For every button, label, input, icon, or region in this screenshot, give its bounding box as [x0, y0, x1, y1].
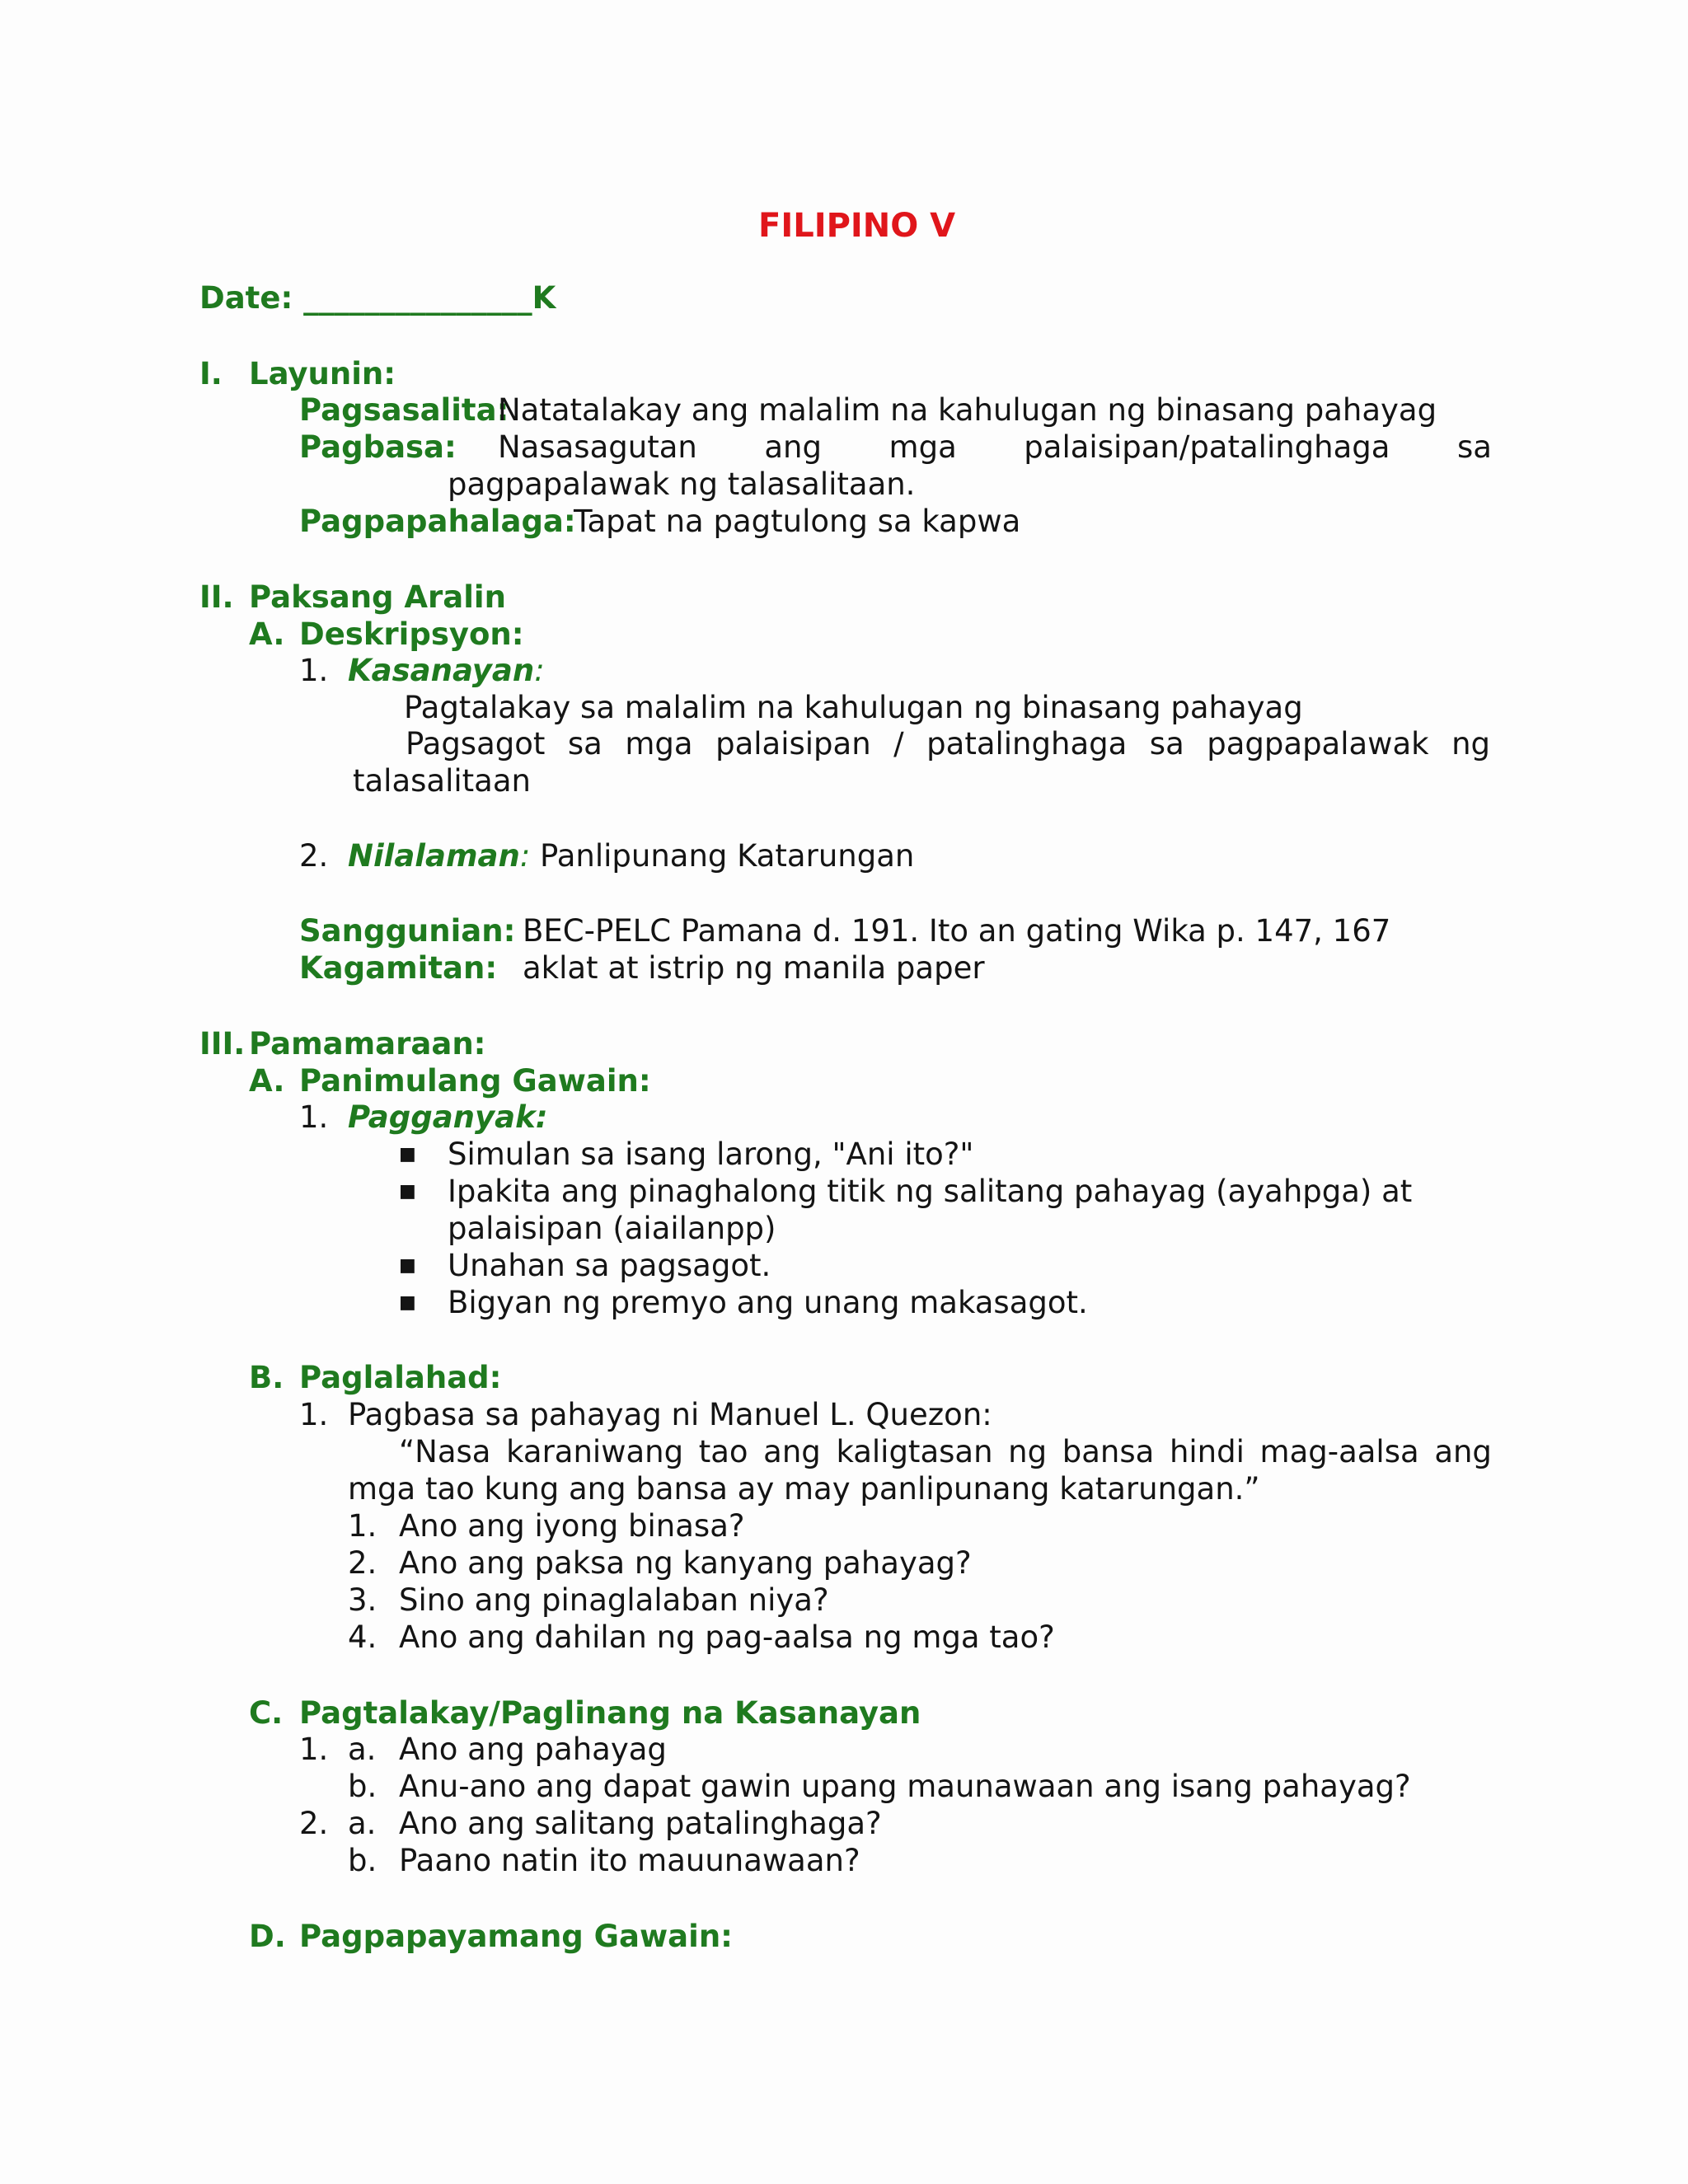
kasanayan-word: Pagsagot [406, 726, 546, 762]
bullet-icon: ■ [399, 1144, 416, 1165]
quote-line-2: mga tao kung ang bansa ay may panlipunang katarungan.” [348, 1471, 1260, 1507]
question-number: 4. [348, 1619, 377, 1655]
question-number: 2. [348, 1545, 377, 1581]
kasanayan-colon: : [534, 653, 545, 688]
quote-word: “Nasa [399, 1434, 491, 1469]
c-item-sub: a. [348, 1732, 377, 1767]
question-number: 3. [348, 1582, 377, 1618]
c-item-number: 2. [299, 1806, 329, 1841]
subsection-c-letter: C. [249, 1695, 284, 1731]
bullet-icon: ■ [399, 1255, 416, 1276]
bullet-item: Bigyan ng premyo ang unang makasagot. [448, 1285, 1088, 1320]
kasanayan-number: 1. [299, 653, 329, 688]
question-text: Ano ang dahilan ng pag-aalsa ng mga tao? [399, 1619, 1055, 1655]
nilalaman-text: Panlipunang Katarungan [540, 838, 915, 874]
quote-word: ang [1434, 1434, 1492, 1469]
pagganyak-number: 1. [299, 1099, 329, 1135]
pagsasalita-text: Natatalakay ang malalim na kahulugan ng binasang pahayag [498, 392, 1437, 428]
pagganyak-label: Pagganyak: [348, 1099, 548, 1135]
deskripsyon-heading: Deskripsyon: [299, 616, 524, 652]
quote-word: kaligtasan [836, 1434, 993, 1469]
question-text: Sino ang pinaglalaban niya? [399, 1582, 829, 1618]
pagbasa-word: sa [1457, 429, 1492, 465]
bullet-item: Ipakita ang pinaghalong titik ng salitang pahayag (ayahpga) at [448, 1174, 1413, 1209]
kasanayan-word: mga [625, 726, 693, 762]
bullet-item: Simulan sa isang larong, "Ani ito?" [448, 1137, 974, 1172]
pagbasa-word: palaisipan/patalinghaga [1024, 429, 1390, 465]
pagsasalita-label: Pagsasalita: [299, 392, 509, 428]
pagpapayamang-gawain-heading: Pagpapayamang Gawain: [299, 1919, 733, 1954]
quote-word: tao [698, 1434, 748, 1469]
section-3-heading: Pamamaraan: [249, 1026, 486, 1062]
paglalahad-number: 1. [299, 1397, 329, 1432]
pagbasa-word: Nasasagutan [498, 429, 697, 465]
kasanayan-line-1: Pagtalakay sa malalim na kahulugan ng binasang pahayag [404, 690, 1303, 725]
pagbasa-continuation: pagpapalawak ng talasalitaan. [448, 466, 916, 502]
kasanayan-heading [348, 655, 545, 686]
section-2-heading: Paksang Aralin [249, 579, 506, 615]
quote-word: ng [1008, 1434, 1048, 1469]
kasanayan-word: sa [1149, 726, 1184, 762]
pagtalakay-heading: Pagtalakay/Paglinang na Kasanayan [299, 1695, 921, 1731]
c-item-number: 1. [299, 1732, 329, 1767]
subsection-d-letter: D. [249, 1919, 286, 1954]
c-item-text: Ano ang salitang patalinghaga? [399, 1806, 882, 1841]
kasanayan-word: patalinghaga [926, 726, 1128, 762]
section-1-number: I. [199, 356, 223, 391]
kasanayan-label: Kasanayan [348, 653, 535, 688]
sanggunian-label: Sanggunian: [299, 913, 516, 949]
question-text: Ano ang iyong binasa? [399, 1508, 745, 1544]
date-label: Date: [199, 280, 293, 316]
bullet-item: Unahan sa pagsagot. [448, 1248, 771, 1283]
section-3-number: III. [199, 1026, 246, 1062]
section-1-heading: Layunin: [249, 356, 396, 391]
nilalaman-line [348, 838, 915, 874]
kasanayan-line-2 [406, 726, 1490, 762]
quote-word: mag-aalsa [1259, 1434, 1419, 1469]
paglalahad-heading: Paglalahad: [299, 1360, 502, 1395]
kagamitan-label: Kagamitan: [299, 950, 498, 986]
paglalahad-text: Pagbasa sa pahayag ni Manuel L. Quezon: [348, 1397, 992, 1432]
c-item-text: Ano ang pahayag [399, 1732, 667, 1767]
nilalaman-colon: : [519, 838, 531, 874]
kasanayan-line-3: talasalitaan [353, 763, 531, 799]
kasanayan-word: sa [567, 726, 603, 762]
quote-word: hindi [1169, 1434, 1245, 1469]
quote-line-1 [399, 1436, 1492, 1467]
pagbasa-text [498, 429, 1492, 465]
panimulang-gawain-heading: Panimulang Gawain: [299, 1063, 651, 1099]
quote-word: karaniwang [506, 1434, 684, 1469]
bullet-item-continuation: palaisipan (aiailanpp) [448, 1211, 776, 1246]
subsection-b-letter: B. [249, 1360, 284, 1395]
page-title: FILIPINO V [758, 207, 956, 245]
c-item-sub: b. [348, 1843, 377, 1878]
kagamitan-text: aklat at istrip ng manila paper [523, 950, 985, 986]
subsection-a-letter: A. [249, 616, 285, 652]
question-text: Ano ang paksa ng kanyang pahayag? [399, 1545, 972, 1581]
pagbasa-label: Pagbasa: [299, 429, 457, 465]
subsection-a-letter: A. [249, 1063, 285, 1099]
kasanayan-word: ng [1451, 726, 1490, 762]
nilalaman-number: 2. [299, 838, 329, 874]
c-item-sub: b. [348, 1769, 377, 1804]
bullet-icon: ■ [399, 1181, 416, 1202]
kasanayan-word: / [893, 726, 904, 762]
section-2-number: II. [199, 579, 234, 615]
quote-word: bansa [1062, 1434, 1155, 1469]
bullet-icon: ■ [399, 1292, 416, 1313]
quote-word: ang [763, 1434, 821, 1469]
sanggunian-text: BEC-PELC Pamana d. 191. Ito an gating Wika p. 147, 167 [523, 913, 1391, 949]
pagbasa-word: mga [889, 429, 957, 465]
nilalaman-label: Nilalaman [348, 838, 520, 874]
kasanayan-word: pagpapalawak [1207, 726, 1429, 762]
kasanayan-word: palaisipan [715, 726, 871, 762]
c-item-text: Anu-ano ang dapat gawin upang maunawaan ang isang pahayag? [399, 1769, 1411, 1804]
date-blank: _______________K [303, 280, 556, 316]
pagpapahalaga-label: Pagpapahalaga: [299, 504, 576, 539]
c-item-sub: a. [348, 1806, 377, 1841]
pagbasa-word: ang [764, 429, 822, 465]
question-number: 1. [348, 1508, 377, 1544]
c-item-text: Paano natin ito mauunawaan? [399, 1843, 860, 1878]
date-line [199, 280, 556, 316]
pagpapahalaga-text: Tapat na pagtulong sa kapwa [574, 504, 1021, 539]
